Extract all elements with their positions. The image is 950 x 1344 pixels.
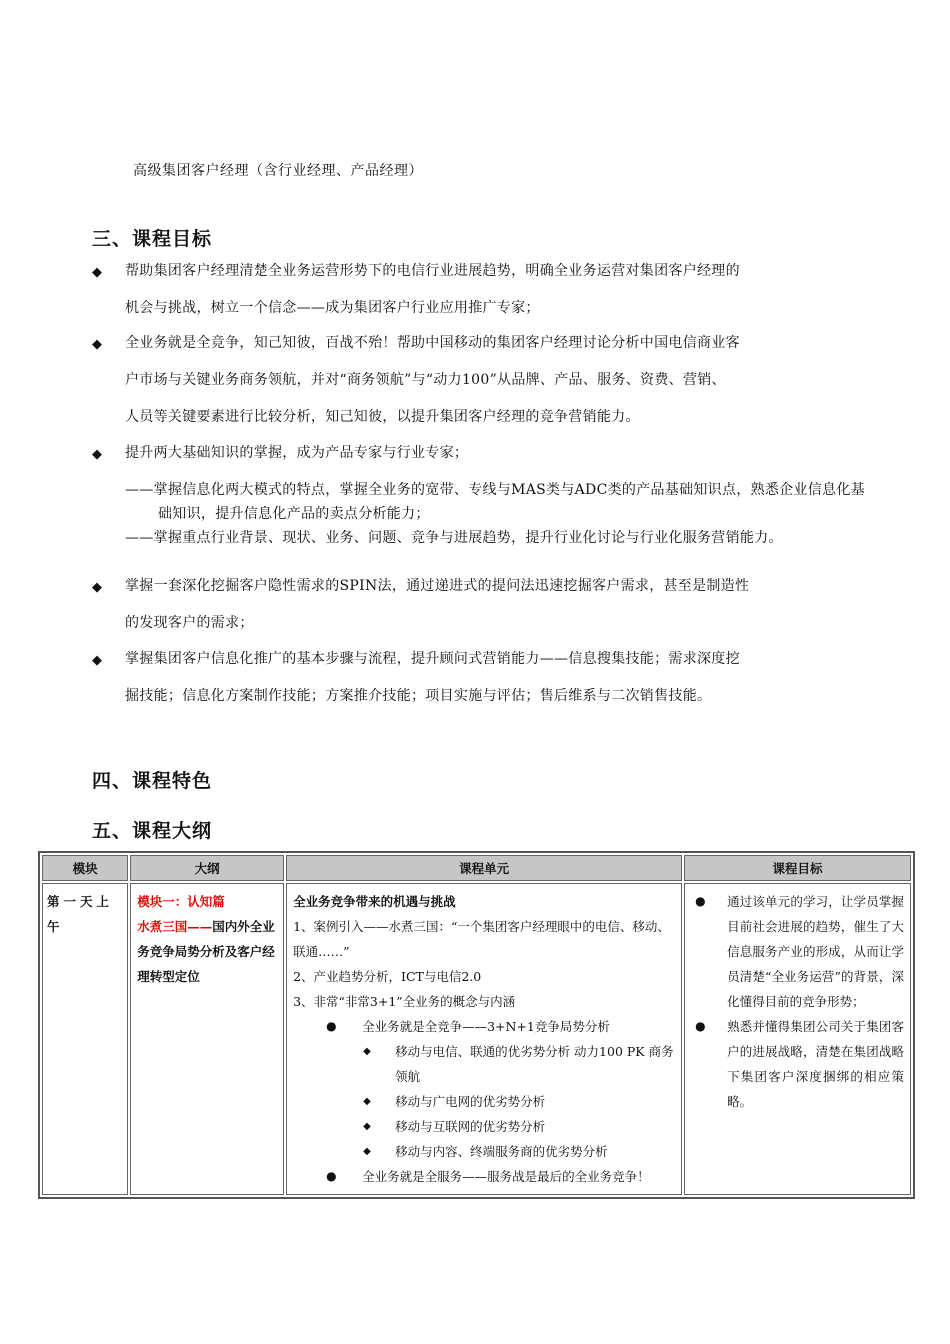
unit-subsubpoint: ◆ 移动与内容、终端服务商的优劣势分析 (293, 1139, 675, 1164)
unit-title: 全业务竞争带来的机遇与挑战 (293, 894, 456, 909)
goal-item-4 (125, 568, 865, 642)
goal-line: 全业务就是全竞争，知己知彼，百战不殆！帮助中国移动的集团客户经理讨论分析中国电信商业客 (125, 335, 740, 351)
module-cell: 第一天上午 (42, 883, 128, 1195)
bullet-diamond-icon: ◆ (92, 265, 102, 280)
table-row (42, 883, 911, 1195)
outline-cell (130, 883, 284, 1195)
goal-line: 机会与挑战，树立一个信念——成为集团客户行业应用推广专家； (125, 300, 540, 316)
outline-theme-red: 水煮三国—— (137, 919, 213, 934)
unit-subpoint: ● 全业务就是全竞争——3+N+1竞争局势分析 (293, 1014, 675, 1039)
bullet-diamond-icon: ◆ (92, 653, 102, 668)
goal-item-3 (125, 435, 865, 472)
goal-item-5 (125, 641, 865, 715)
header-module: 模块 (42, 855, 128, 881)
unit-subsubpoint: ◆ 移动与广电网的优劣势分析 (293, 1089, 675, 1114)
goal-line: 帮助集团客户经理清楚全业务运营形势下的电信行业进展趋势，明确全业务运营对集团客户经理的 (125, 263, 740, 279)
unit-cell (286, 883, 682, 1195)
header-goal: 课程目标 (684, 855, 911, 881)
section-5-heading: 五、课程大纲 (92, 820, 213, 842)
bullet-diamond-icon: ◆ (92, 337, 102, 352)
bullet-diamond-icon: ◆ (92, 447, 102, 462)
table-header-row (42, 855, 911, 881)
unit-subsubpoint: ◆ 移动与互联网的优劣势分析 (293, 1114, 675, 1139)
goal-line: 掌握集团客户信息化推广的基本步骤与流程，提升顾问式营销能力——信息搜集技能；需求深度挖 (125, 651, 740, 667)
header-unit: 课程单元 (286, 855, 682, 881)
goal-cell (684, 883, 911, 1195)
section-3-heading: 三、课程目标 (92, 228, 213, 250)
goal-point: ● 熟悉并懂得集团公司关于集团客户的进展战略，清楚在集团战略下集团客户深度捆绑的相应策略。 (691, 1014, 904, 1114)
course-outline-table (38, 851, 915, 1199)
section-4-heading: 四、课程特色 (92, 770, 213, 792)
goal-item-2 (125, 325, 865, 436)
goal-line: 户市场与关键业务商务领航，并对“商务领航”与“动力100”从品牌、产品、服务、资费、营销、 (125, 372, 726, 388)
goal-item-1 (125, 253, 865, 327)
header-outline: 大纲 (130, 855, 284, 881)
goal-line: 掌握一套深化挖掘客户隐性需求的SPIN法，通过递进式的提问法迅速挖掘客户需求，甚至是制造性 (125, 578, 750, 594)
unit-line: 1、案例引入——水煮三国：“一个集团客户经理眼中的电信、移动、联通……” (293, 919, 670, 959)
goal-line: 提升两大基础知识的掌握，成为产品专家与行业专家； (125, 445, 469, 461)
goal-point: ● 通过该单元的学习，让学员掌握目前社会进展的趋势，催生了大信息服务产业的形成，从而让学员清楚“全业务运营”的背景，深化懂得目前的竞争形势； (691, 889, 904, 1014)
outline-module-title: 模块一：认知篇 (137, 894, 225, 909)
unit-subsubpoint: ◆ 移动与电信、联通的优劣势分析 动力100 PK 商务领航 (293, 1039, 675, 1089)
unit-subpoint: ● 全业务就是全服务——服务战是最后的全业务竞争！ (293, 1164, 675, 1189)
bullet-diamond-icon: ◆ (92, 580, 102, 595)
goal-line: 掘技能；信息化方案制作技能；方案推介技能；项目实施与评估；售后维系与二次销售技能。 (125, 688, 712, 704)
goal-line: 人员等关键要素进行比较分析，知己知彼，以提升集团客户经理的竞争营销能力。 (125, 409, 640, 425)
goal-line: 的发现客户的需求； (125, 615, 254, 631)
target-audience: 高级集团客户经理（含行业经理、产品经理） (133, 163, 423, 179)
goal-sub-item-1: ——掌握信息化两大模式的特点，掌握全业务的宽带、专线与MAS类与ADC类的产品基础知识点，熟悉企业信息化基础知识，提升信息化产品的卖点分析能力； (125, 482, 865, 522)
unit-line: 3、非常“非常3+1”全业务的概念与内涵 (293, 994, 516, 1009)
unit-line: 2、产业趋势分析，ICT与电信2.0 (293, 969, 482, 984)
goal-sub-item-2: ——掌握重点行业背景、现状、业务、问题、竞争与进展趋势，提升行业化讨论与行业化服务营销能力。 (125, 530, 783, 546)
outline-theme: 国内外全业务竞争局势分析及客户经理转型定位 (137, 919, 275, 984)
